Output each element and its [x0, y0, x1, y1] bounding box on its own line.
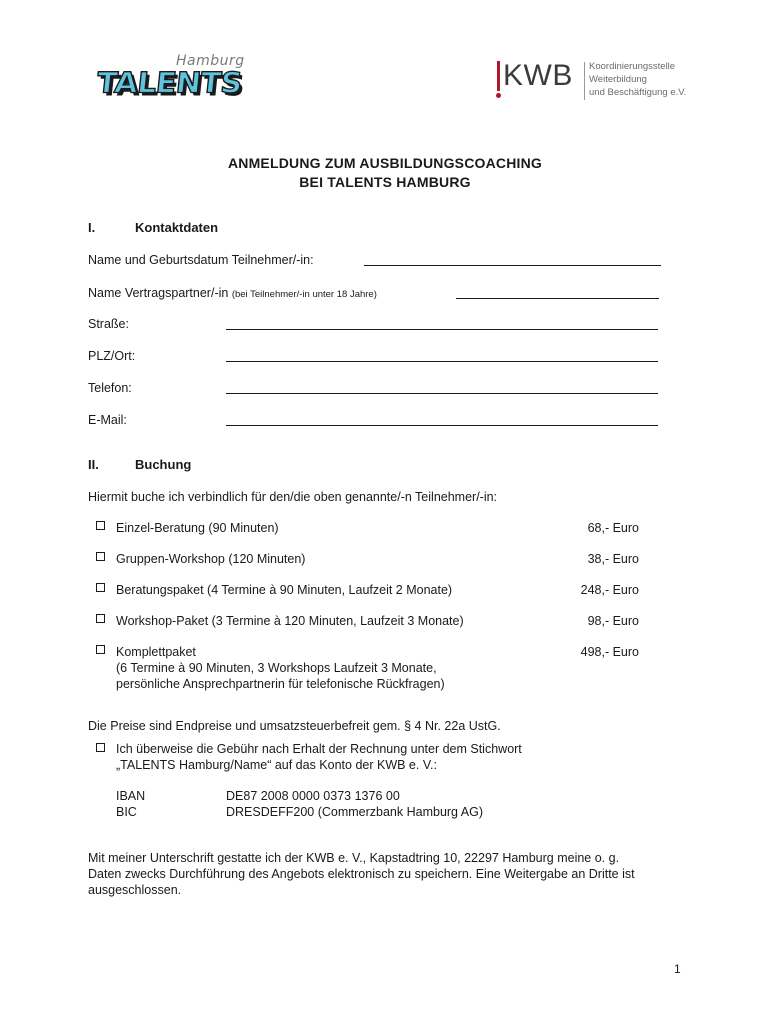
kwb-logo: KWB: [503, 59, 573, 92]
option-checkbox[interactable]: [96, 583, 105, 592]
kwb-desc-line: und Beschäftigung e.V.: [589, 87, 687, 98]
iban-value: DE87 2008 0000 0373 1376 00: [226, 789, 400, 803]
option-price: 38,- Euro: [587, 552, 639, 566]
transfer-text: „TALENTS Hamburg/Name“ auf das Konto der KWB e. V.:: [116, 758, 437, 772]
option-label: Gruppen-Workshop (120 Minuten): [116, 552, 306, 566]
consent-text: Daten zwecks Durchführung des Angebots elektronisch zu speichern. Eine Weitergabe an Dritte ist: [88, 867, 635, 881]
partner-label: [88, 285, 377, 303]
option-label: Workshop-Paket (3 Termine à 120 Minuten, Laufzeit 3 Monate): [116, 614, 464, 628]
option-detail: (6 Termine à 90 Minuten, 3 Workshops Laufzeit 3 Monate,: [116, 661, 437, 675]
option-price: 248,- Euro: [580, 583, 639, 597]
option-checkbox[interactable]: [96, 614, 105, 623]
option-checkbox[interactable]: [96, 552, 105, 561]
option-label: Einzel-Beratung (90 Minuten): [116, 521, 279, 535]
option-label: Beratungspaket (4 Termine à 90 Minuten, Laufzeit 2 Monate): [116, 583, 453, 597]
option-checkbox[interactable]: [96, 521, 105, 530]
bic-value: DRESDEFF200 (Commerzbank Hamburg AG): [226, 805, 484, 819]
prices-note: Die Preise sind Endpreise und umsatzsteuerbefreit gem. § 4 Nr. 22a UstG.: [88, 719, 501, 733]
name-input-line[interactable]: [364, 265, 661, 266]
talents-logo: TALENTS: [95, 66, 244, 101]
option-detail: persönliche Ansprechpartnerin für telefonische Rückfragen): [116, 677, 445, 691]
phone-label: Telefon:: [88, 381, 132, 395]
page-number: 1: [674, 962, 681, 976]
bic-label: BIC: [116, 805, 137, 819]
name-label: Name und Geburtsdatum Teilnehmer/-in:: [88, 253, 314, 267]
option-price: 98,- Euro: [587, 614, 639, 628]
email-label: E-Mail:: [88, 413, 127, 427]
option-price: 68,- Euro: [587, 521, 639, 535]
partner-note: (bei Teilnehmer/-in unter 18 Jahre): [231, 289, 377, 300]
street-label: Straße:: [88, 317, 129, 331]
kwb-logo-description: [589, 60, 686, 99]
kwb-logo-divider: [584, 62, 585, 100]
consent-text: ausgeschlossen.: [88, 883, 182, 897]
street-input-line[interactable]: [226, 329, 658, 330]
section1-number: I.: [88, 220, 96, 235]
kwb-desc-line: Weiterbildung: [589, 74, 647, 85]
kwb-logo-bar: [497, 61, 500, 91]
phone-input-line[interactable]: [226, 393, 658, 394]
consent-text: Mit meiner Unterschrift gestatte ich der KWB e. V., Kapstadtring 10, 22297 Hamburg meine o. g.: [88, 851, 620, 865]
partner-label-text: Name Vertragspartner/-in: [88, 286, 229, 300]
plz-input-line[interactable]: [226, 361, 658, 362]
section2-number: II.: [88, 457, 99, 472]
transfer-text: Ich überweise die Gebühr nach Erhalt der Rechnung unter dem Stichwort: [116, 742, 522, 756]
section2-heading: Buchung: [135, 457, 192, 472]
option-label: Komplettpaket: [116, 645, 196, 659]
email-input-line[interactable]: [226, 425, 658, 426]
document-title-line2: BEI TALENTS HAMBURG: [299, 174, 471, 190]
option-price: 498,- Euro: [580, 645, 639, 659]
booking-intro: Hiermit buche ich verbindlich für den/die oben genannte/-n Teilnehmer/-in:: [88, 490, 498, 504]
iban-label: IBAN: [116, 789, 146, 803]
transfer-checkbox[interactable]: [96, 743, 105, 752]
partner-input-line[interactable]: [456, 298, 659, 299]
plz-label: PLZ/Ort:: [88, 349, 136, 363]
talents-logo-hamburg: Hamburg: [176, 53, 245, 69]
section1-heading: Kontaktdaten: [135, 220, 219, 235]
document-title-line1: ANMELDUNG ZUM AUSBILDUNGSCOACHING: [227, 155, 543, 171]
kwb-desc-line: Koordinierungsstelle: [589, 61, 676, 72]
option-checkbox[interactable]: [96, 645, 105, 654]
kwb-logo-dot: [496, 93, 501, 98]
